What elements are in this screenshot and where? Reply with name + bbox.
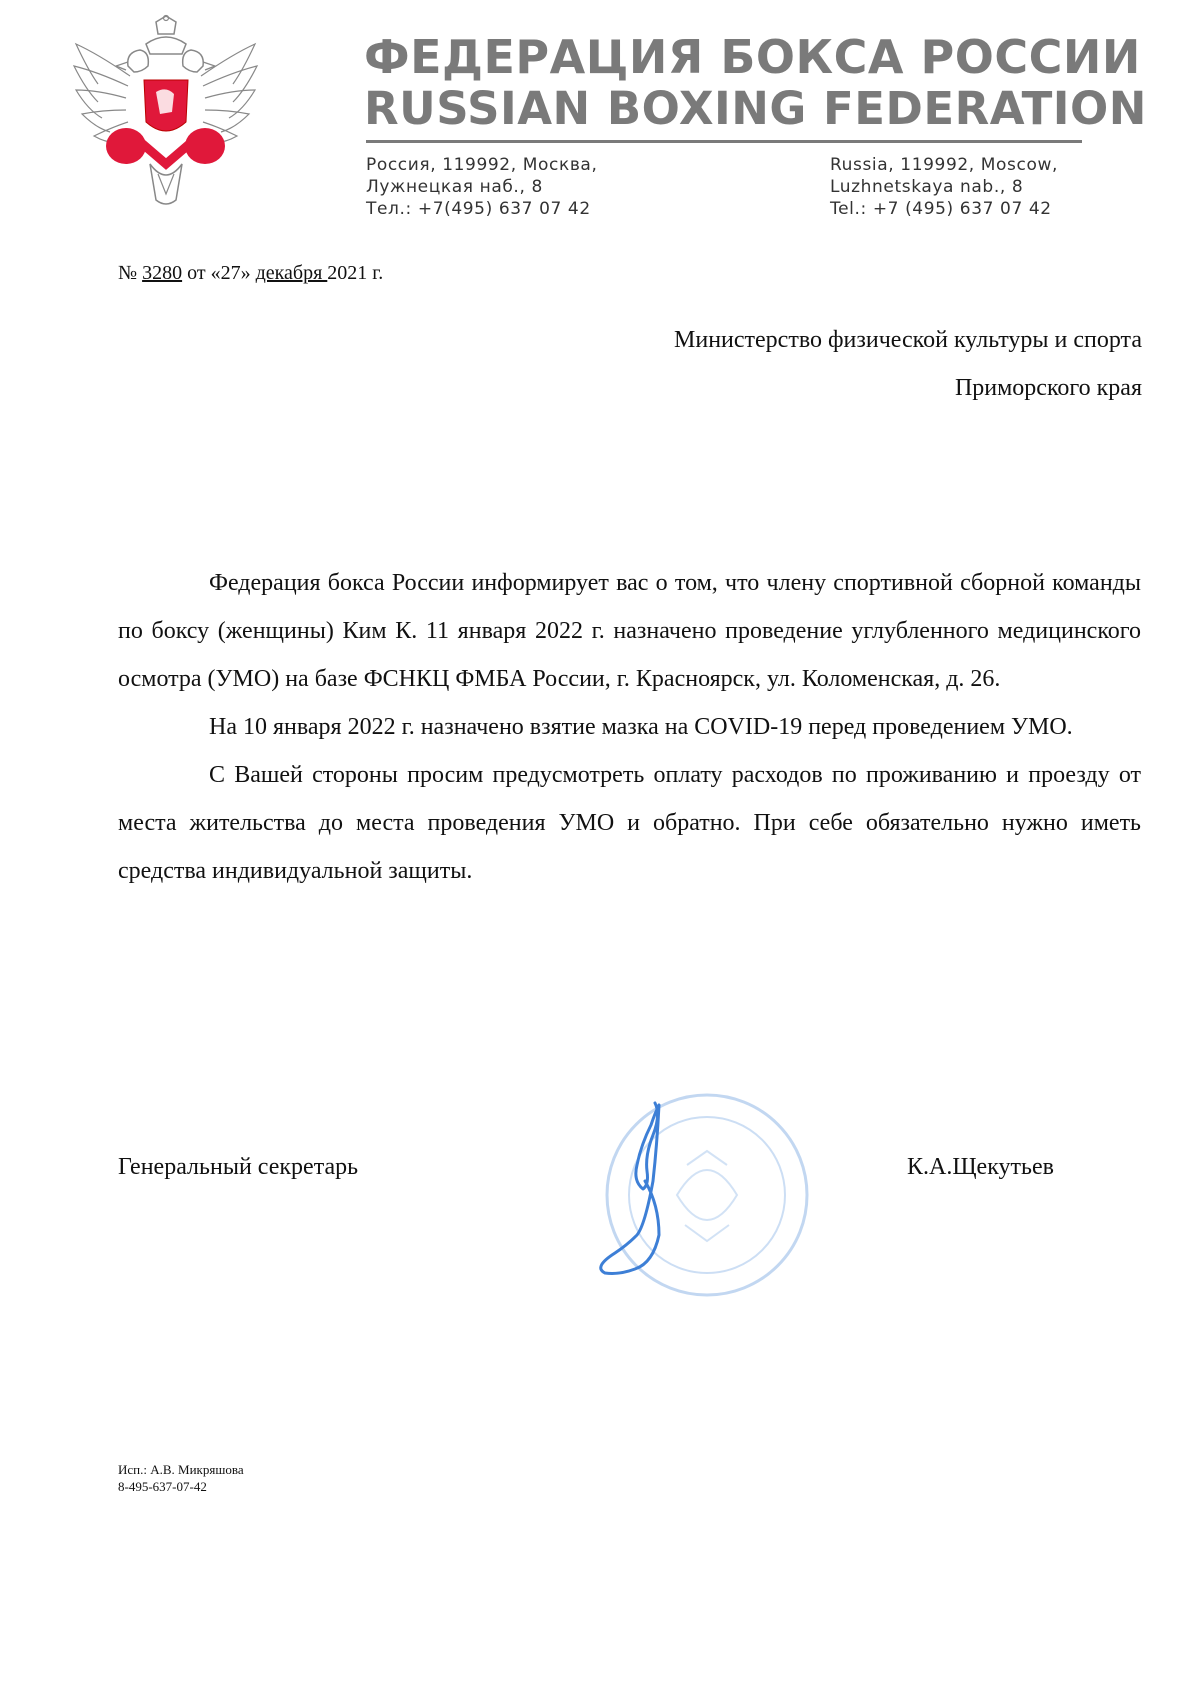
address-ru-phone: Тел.: +7(495) 637 07 42 [366,199,591,219]
address-ru [366,154,597,220]
address-en-line: Russia, 119992, Moscow, [830,155,1058,175]
header-divider [366,140,1082,143]
ref-year: 2021 г. [327,262,384,284]
executor-name: Исп.: А.В. Микряшова [118,1462,244,1477]
address-en [830,154,1058,220]
addressee-line: Приморского края [954,375,1142,401]
address-ru-line: Лужнецкая наб., 8 [366,177,543,197]
signatory-name: К.А.Щекутьев [907,1154,1054,1180]
executor-phone: 8-495-637-07-42 [118,1479,207,1494]
ref-number-prefix: № [118,262,143,284]
signatory-title: Генеральный секретарь [118,1154,359,1180]
ref-number: 3280 [142,262,183,284]
ref-date-prefix: от «27» [182,262,256,284]
federation-emblem-icon [68,14,263,209]
org-name-en: RUSSIAN BOXING FEDERATION [364,82,1147,135]
address-en-phone: Tel.: +7 (495) 637 07 42 [830,199,1052,219]
body-paragraph: На 10 января 2022 г. назначено взятие мазка на COVID-19 перед проведением УМО. [209,714,1073,740]
executor-block [118,1461,244,1495]
body-paragraph: С Вашей стороны просим предусмотреть оплату расходов по проживанию и проезду от места жительства до места проведения УМО и обратно. При себе обязательно нужно иметь средства индивидуальной защиты. [118,762,1141,884]
ref-month: декабря [255,262,328,284]
letter-body [118,559,1141,895]
org-name-ru: ФЕДЕРАЦИЯ БОКСА РОССИИ [364,30,1141,84]
official-stamp-icon [585,1085,815,1315]
reference-line [118,262,383,285]
addressee-line: Министерство физической культуры и спорта [674,327,1142,353]
body-paragraph: Федерация бокса России информирует вас о том, что члену спортивной сборной команды по боксу (женщины) Ким К. 11 января 2022 г. назначено проведение углубленного медицинского осмотра (УМО) на базе ФСНКЦ ФМБА России, г. Красноярск, ул. Коломенская, д. 26. [118,570,1141,692]
address-ru-line: Россия, 119992, Москва, [366,155,598,175]
addressee-block [674,316,1142,412]
address-en-line: Luzhnetskaya nab., 8 [830,177,1024,197]
